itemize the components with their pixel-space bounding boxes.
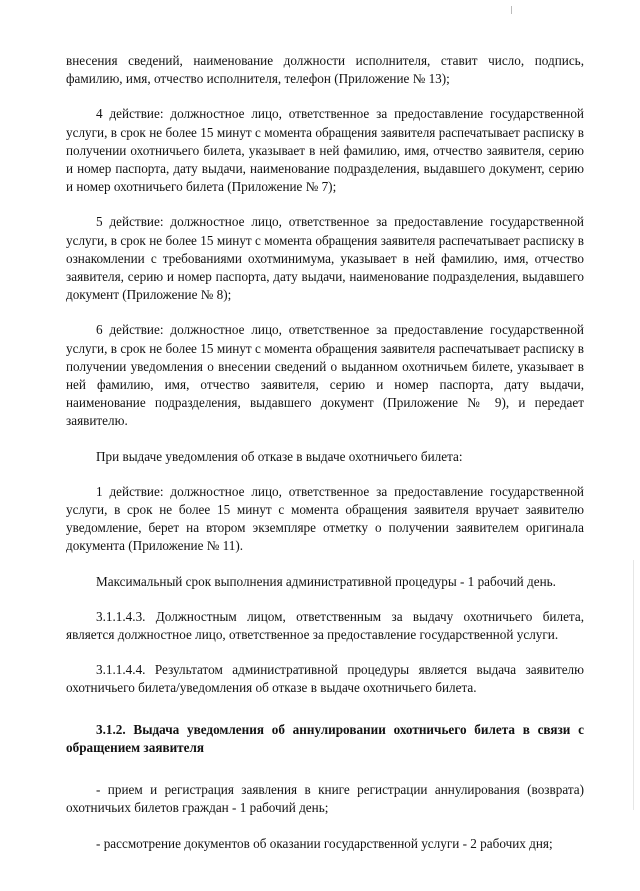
paragraph-action-5: 5 действие: должностное лицо, ответственное за предоставление государственной услуги, в срок не более 15 минут с момента обращения заявителя распечатывает расписку в ознакомлении с требованиями охотминимума, указывает в ней фамилию, имя, отчество заявителя, серию и номер паспорта, дату выдачи, наименование подразделения, выдавшего документ (Приложение № 8); — [66, 214, 584, 303]
paragraph-max-term: Максимальный срок выполнения административной процедуры - 1 рабочий день. — [96, 573, 556, 589]
paragraph-3-1-1-4-3: 3.1.1.4.3. Должностным лицом, ответственным за выдачу охотничьего билета, является должностное лицо, ответственное за предоставление государственной услуги. — [66, 608, 584, 643]
paragraph-action-4: 4 действие: должностное лицо, ответственное за предоставление государственной услуги, в срок не более 15 минут с момента обращения заявителя распечатывает расписку в получении охотничьего билета, указывает в ней фамилию, имя, отчество заявителя, серию и номер паспорта, дату выдачи, наименование подразделения, выдавшего документ, серию и номер охотничьего билета (Приложение № 7); — [66, 106, 584, 195]
paragraph-refusal-action-1: 1 действие: должностное лицо, ответственное за предоставление государственной услуги, в срок не более 15 минут с момента обращения заявителя вручает заявителю уведомление, берет на втором экземпляре отметку о получении заявителем оригинала документа (Приложение № 11). — [66, 483, 584, 554]
list-item-registration: - прием и регистрация заявления в книге регистрации аннулирования (возврата) охотничьих билетов граждан - 1 рабочий день; — [66, 782, 584, 816]
paragraph-3-1-1-4-4: 3.1.1.4.4. Результатом административной процедуры является выдача заявителю охотничьего билета/уведомления об отказе в выдаче охотничьего билета. — [66, 662, 584, 696]
paragraph-refusal-intro: При выдаче уведомления об отказе в выдаче охотничьего билета: — [96, 448, 463, 464]
section-heading-3-1-2: 3.1.2. Выдача уведомления об аннулировании охотничьего билета в связи с обращением заявителя — [66, 721, 584, 755]
document-page — [66, 52, 584, 870]
paragraph-continuation: внесения сведений, наименование должности исполнителя, ставит число, подпись, фамилию, имя, отчество исполнителя, телефон (Приложение № 13); — [66, 53, 584, 87]
scan-artifact-edge — [633, 560, 634, 810]
paragraph-action-6: 6 действие: должностное лицо, ответственное за предоставление государственной услуги, в срок не более 15 минут с момента обращения заявителя распечатывает расписку в получении уведомления о внесении сведений о выданном охотничьем билете, указывает в ней фамилию, имя, отчество заявителя, серию и номер паспорта, дату выдачи, наименование подразделения, выдавшего документ (Приложение № 9), и передает заявителю. — [66, 322, 584, 429]
list-item-review: - рассмотрение документов об оказании государственной услуги - 2 рабочих дня; — [96, 835, 553, 851]
scan-artifact-mark — [511, 6, 512, 14]
